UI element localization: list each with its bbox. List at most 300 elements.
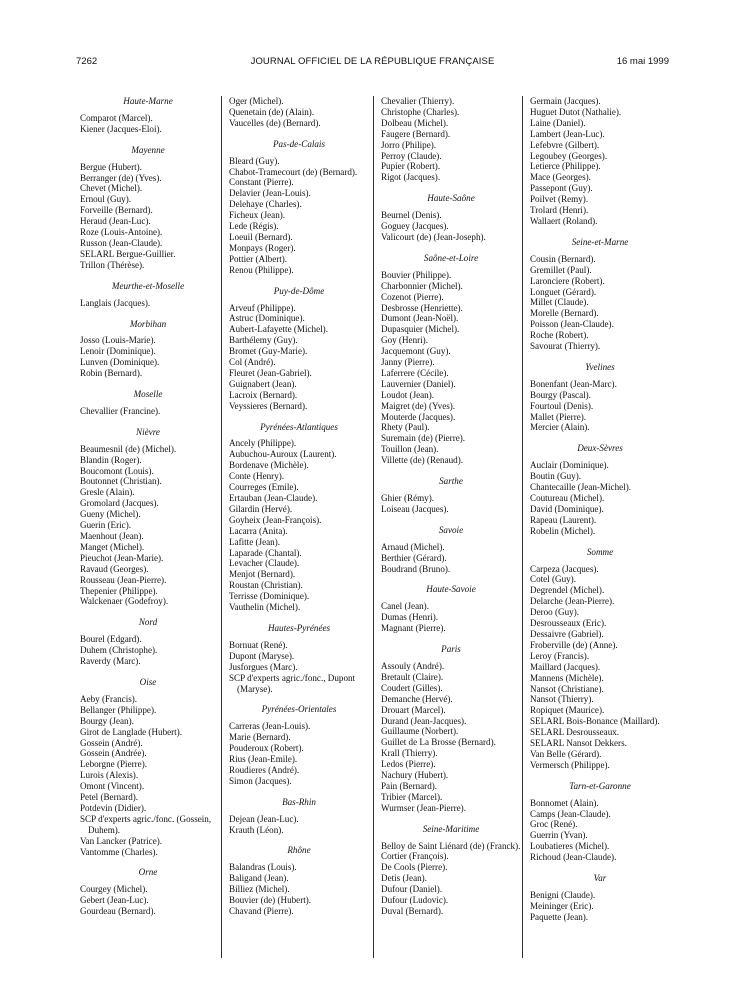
expert-name: Auclair (Dominique). [530, 460, 609, 471]
expert-name: Lambert (Jean-Luc). [530, 128, 605, 139]
expert-name: Rhety (Paul). [381, 422, 430, 433]
page-number: 7262 [76, 56, 98, 67]
department-heading: Nord [138, 617, 158, 628]
department-heading: Yvelines [585, 361, 615, 372]
expert-name: Drouart (Marcel). [381, 704, 446, 715]
expert-name: Detis (Jean). [381, 873, 427, 884]
expert-name: Canel (Jean). [381, 601, 429, 612]
expert-name: Petel (Bernard). [80, 792, 139, 803]
issue-date: 16 mai 1999 [616, 56, 669, 67]
expert-name: Astruc (Dominique). [229, 313, 305, 324]
department-section [80, 427, 216, 608]
department-section [381, 824, 521, 917]
expert-name: Froberville (de) (Anne). [530, 639, 618, 650]
department-section [530, 237, 670, 352]
department-section [530, 781, 670, 863]
expert-name: Trolard (Henri). [530, 205, 589, 216]
department-section [381, 525, 521, 575]
expert-name: Berthier (Gérard). [381, 552, 447, 563]
expert-name: Pupier (Robert). [381, 161, 441, 172]
expert-name: Courreges (Emile). [229, 482, 299, 493]
expert-name: Boutonnet (Christian). [80, 476, 162, 487]
expert-name: Delavier (Jean-Louis). [229, 188, 311, 199]
expert-name: Balandras (Louis). [229, 862, 297, 873]
department-section [229, 139, 369, 276]
expert-name: Pottier (Albert). [229, 253, 288, 264]
expert-name: Lacarra (Anita). [229, 525, 288, 536]
expert-name: Morelle (Bernard). [530, 308, 599, 319]
expert-name: Dumas (Henri). [381, 612, 439, 623]
expert-name: Loiseau (Jacques). [381, 503, 449, 514]
department-heading: Savoie [438, 524, 464, 535]
department-heading: Haute-Marne [123, 96, 173, 106]
department-heading: Tarn-et-Garonne [569, 780, 631, 791]
expert-name: Gossein (Andrée). [80, 748, 147, 759]
expert-name: Mouterde (Jacques). [381, 411, 456, 422]
department-heading: Pas-de-Calais [272, 138, 326, 149]
department-section [530, 873, 670, 923]
department-section [381, 96, 521, 183]
expert-name: Germain (Jacques). [530, 96, 601, 106]
expert-name: Faugere (Bernard). [381, 128, 451, 139]
expert-name: Ancely (Philippe). [229, 438, 297, 449]
expert-name: Paquette (Jean). [530, 911, 589, 922]
expert-name: Mercier (Alain). [530, 422, 590, 433]
expert-name: Loeuil (Bernard). [229, 231, 293, 242]
expert-name: Billiez (Michel). [229, 884, 290, 895]
expert-name: Touillon (Jean). [381, 444, 439, 455]
expert-name: Dupont (Maryse). [229, 650, 295, 661]
expert-name: Tribier (Marcel). [381, 791, 443, 802]
department-section [530, 362, 670, 433]
expert-name: Dufour (Daniel). [381, 884, 443, 895]
expert-name: Laine (Daniel). [530, 117, 586, 128]
department-section [80, 145, 216, 271]
expert-name: Lauvernier (Daniel). [381, 378, 456, 389]
department-section [381, 193, 521, 243]
expert-name: Robelin (Michel). [530, 525, 596, 536]
expert-name: Bromet (Guy-Marie). [229, 346, 308, 357]
expert-name: Berranger (de) (Yves). [80, 172, 162, 183]
expert-name: Cozenot (Pierre). [381, 291, 444, 302]
expert-name: Bouvier (de) (Hubert). [229, 895, 312, 906]
expert-name: Quenetain (de) (Alain). [229, 106, 315, 117]
department-section [530, 96, 670, 227]
expert-name: Fourtoul (Denis). [530, 400, 594, 411]
expert-name: Duval (Bernard). [381, 906, 444, 916]
expert-name: Gueny (Michel). [80, 509, 141, 520]
expert-name: Maigret (de) (Yves). [381, 400, 456, 411]
expert-name: Roze (Louis-Antoine). [80, 227, 163, 238]
expert-name: Roche (Robert). [530, 330, 589, 341]
expert-name: Gourdeau (Bernard). [80, 906, 156, 917]
expert-name: Veyssieres (Bernard). [229, 400, 308, 411]
department-heading: Meurthe-et-Moselle [111, 280, 185, 291]
expert-name: Lede (Régis). [229, 221, 279, 232]
text-column-3 [381, 96, 521, 917]
expert-name: Constant (Pierre). [229, 177, 294, 188]
expert-name: Pieuchot (Jean-Marie). [80, 552, 164, 563]
expert-name: Degrendel (Michel). [530, 585, 605, 596]
expert-name: Col (André). [229, 357, 276, 368]
expert-name: Mallet (Pierre). [530, 411, 587, 422]
expert-name: SELARL Bergue-Guillier. [80, 248, 176, 259]
expert-name: Leborgne (Pierre). [80, 759, 147, 770]
expert-name: Delehaye (Charles). [229, 199, 302, 210]
expert-name: Poisson (Jean-Claude). [530, 319, 614, 330]
page-header [76, 56, 669, 70]
department-section [229, 623, 369, 694]
expert-name: Belloy de Saint Liénard (de) (Franck). [381, 840, 521, 851]
department-heading: Var [593, 873, 607, 884]
department-heading: Pyrénées-Atlantiques [260, 421, 338, 432]
expert-name: Savourat (Thierry). [530, 341, 601, 352]
expert-name: Chabot-Tramecourt (de) (Bernard). [229, 166, 358, 177]
department-heading: Hautes-Pyrénées [267, 622, 331, 633]
expert-name: Bornuat (René). [229, 639, 288, 650]
department-section [530, 547, 670, 771]
expert-name: Bouvier (Philippe). [381, 269, 452, 280]
expert-name: Chevet (Michel). [80, 183, 143, 194]
expert-name: Pouderoux (Robert). [229, 743, 304, 754]
expert-name: Potdevin (Didier). [80, 802, 147, 813]
expert-name: Guerrin (Yvan). [530, 830, 588, 841]
expert-name: Bourgy (Pascal). [530, 389, 591, 400]
department-section [80, 867, 216, 917]
expert-name: Lafitte (Jean). [229, 536, 280, 547]
expert-name: SELARL Desrousseaux. [530, 727, 620, 738]
column-divider [373, 96, 374, 958]
expert-name: Krall (Thierry). [381, 748, 438, 759]
expert-name: Ledos (Pierre). [381, 759, 436, 770]
expert-name: Carpeza (Jacques). [530, 563, 599, 574]
column-divider [522, 96, 523, 958]
department-section [80, 677, 216, 858]
expert-name: Monpays (Roger). [229, 242, 296, 253]
expert-name: Valicourt (de) (Jean-Joseph). [381, 231, 486, 242]
expert-name: Guillet de La Brosse (Bernard). [381, 737, 496, 748]
expert-name: Carreras (Jean-Louis). [229, 721, 311, 732]
expert-name: Rius (Jean-Emile). [229, 754, 298, 765]
expert-name: SCP d'experts agric./fonc. (Gossein, Duhem). [80, 813, 212, 835]
expert-name: Forveille (Bernard). [80, 205, 153, 216]
department-section [80, 319, 216, 380]
expert-name: Duhem (Christophe). [80, 645, 158, 656]
department-section [80, 617, 216, 667]
expert-name: Comparot (Marcel). [80, 112, 153, 123]
expert-name: Lefebvre (Gilbert). [530, 139, 600, 150]
department-section [229, 797, 369, 836]
expert-name: Cortier (François). [381, 851, 449, 862]
expert-name: Boutin (Guy). [530, 471, 582, 482]
expert-name: Ropiquet (Maurice). [530, 705, 605, 716]
expert-name: Groc (René). [530, 819, 578, 830]
expert-name: Lacroix (Bernard). [229, 389, 298, 400]
expert-name: Marie (Bernard). [229, 732, 291, 743]
expert-name: Suremain (de) (Pierre). [381, 433, 466, 444]
department-heading: Morbihan [129, 318, 167, 329]
expert-name: Nansot (Christiane). [530, 683, 604, 694]
expert-name: Wallaert (Roland). [530, 215, 598, 226]
department-heading: Haute-Saône [427, 193, 475, 204]
expert-name: Guignabert (Jean). [229, 378, 297, 389]
expert-name: Lurois (Alexis). [80, 770, 139, 781]
expert-name: Boucomont (Louis). [80, 465, 154, 476]
department-heading: Moselle [133, 389, 163, 400]
expert-name: Ficheux (Jean). [229, 210, 286, 221]
expert-name: Cousin (Bernard). [530, 253, 596, 264]
expert-name: Dejean (Jean-Luc). [229, 813, 299, 824]
expert-name: Russon (Jean-Claude). [80, 237, 163, 248]
expert-name: Chantecaille (Jean-Michel). [530, 482, 631, 493]
department-section [381, 644, 521, 814]
expert-name: Delarche (Jean-Pierre). [530, 596, 615, 607]
expert-name: Gromolard (Jacques). [80, 498, 159, 509]
expert-name: Raverdy (Marc). [80, 656, 141, 667]
text-column-4 [530, 96, 670, 923]
expert-name: Ravaud (Georges). [80, 563, 149, 574]
expert-name: Desbrosse (Henriette). [381, 302, 463, 313]
expert-name: Thepenier (Philippe). [80, 585, 158, 596]
expert-name: Loubatieres (Michel). [530, 841, 610, 852]
expert-name: Bonenfant (Jean-Marc). [530, 378, 617, 389]
expert-name: Coudert (Gilles). [381, 682, 443, 693]
expert-name: De Cools (Pierre). [381, 862, 448, 873]
expert-name: Coutureau (Michel). [530, 493, 605, 503]
expert-name: Robin (Bernard). [80, 368, 143, 379]
department-heading: Pyrénées-Orientales [261, 704, 337, 715]
expert-name: Pain (Bernard). [381, 780, 438, 791]
department-section [80, 96, 216, 135]
expert-name: Dumont (Jean-Noël). [381, 313, 459, 324]
expert-name: Rigot (Jacques). [381, 172, 441, 183]
department-heading: Seine-Maritime [422, 823, 480, 834]
expert-name: Bordenave (Michèle). [229, 460, 309, 471]
expert-name: Gebert (Jean-Luc). [80, 895, 149, 906]
expert-name: Jorro (Philipe). [381, 139, 437, 150]
expert-name: Millet (Claude). [530, 297, 589, 308]
expert-name: Arnaud (Michel). [381, 541, 445, 552]
expert-name: Jusforgues (Marc). [229, 661, 298, 672]
department-section [229, 96, 369, 129]
expert-name: Durand (Jean-Jacques). [381, 715, 467, 726]
expert-name: Rousseau (Jean-Pierre). [80, 574, 167, 585]
department-heading: Sarthe [439, 476, 463, 487]
expert-name: Meininger (Eric). [530, 900, 594, 911]
expert-name: Camps (Jean-Claude). [530, 808, 611, 819]
department-heading: Oise [139, 676, 157, 687]
expert-name: Lenoir (Dominique). [80, 346, 156, 357]
expert-name: Bellanger (Philippe). [80, 704, 157, 715]
expert-name: Gilardin (Hervé). [229, 503, 293, 514]
department-heading: Somme [586, 546, 614, 557]
expert-name: Dufour (Ludovic). [381, 895, 449, 906]
expert-name: Cotel (Guy). [530, 574, 576, 585]
department-heading: Bas-Rhin [282, 796, 316, 807]
expert-name: Oger (Michel). [229, 96, 284, 106]
department-section [80, 389, 216, 417]
expert-name: Gresle (Alain). [80, 487, 135, 498]
expert-name: Bleard (Guy). [229, 155, 280, 166]
expert-name: Bretault (Claire). [381, 671, 444, 682]
expert-name: Huguet Dutot (Nathalie). [530, 106, 622, 117]
department-heading: Saône-et-Loire [423, 252, 479, 263]
department-section [229, 845, 369, 916]
expert-name: Courgey (Michel). [80, 884, 148, 895]
expert-name: Ertauban (Jean-Claude). [229, 493, 318, 503]
expert-name: David (Dominique). [530, 503, 604, 514]
expert-name: Simon (Jacques). [229, 775, 292, 786]
expert-name: Benigni (Claude). [530, 890, 596, 900]
expert-name: Omont (Vincent). [80, 781, 145, 792]
expert-name: Aubuchou-Auroux (Laurent). [229, 449, 337, 460]
expert-name: Lunven (Dominique). [80, 357, 160, 368]
department-section [530, 443, 670, 536]
expert-name: Nansot (Thierry). [530, 694, 594, 705]
department-heading: Orne [138, 867, 158, 878]
expert-name: Bonnomet (Alain). [530, 797, 599, 808]
expert-name: Boudrand (Bruno). [381, 563, 451, 574]
expert-name: Poilvet (Remy). [530, 194, 589, 205]
column-divider [221, 96, 222, 958]
expert-name: Guerin (Eric). [80, 520, 132, 531]
expert-name: Maenhout (Jean). [80, 531, 144, 541]
department-section [229, 286, 369, 412]
expert-name: Aeby (Francis). [80, 693, 138, 704]
expert-name: Beurnel (Denis). [381, 210, 442, 221]
expert-name: Richoud (Jean-Claude). [530, 852, 617, 863]
expert-name: Manget (Michel). [80, 541, 145, 552]
department-heading: Seine-et-Marne [571, 236, 629, 247]
expert-name: Heraud (Jean-Luc). [80, 216, 151, 227]
expert-name: Ernoul (Guy). [80, 194, 132, 205]
expert-name: Laparade (Chantal). [229, 547, 302, 558]
expert-name: Dolbeau (Michel). [381, 117, 449, 128]
text-column-2 [229, 96, 369, 917]
expert-name: Chevalier (Thierry). [381, 96, 455, 106]
expert-name: Goguey (Jacques). [381, 221, 449, 232]
expert-name: Desrousseaux (Eric). [530, 618, 607, 629]
expert-name: Van Belle (Gérard). [530, 748, 602, 759]
expert-name: SELARL Nansot Dekkers. [530, 738, 627, 749]
expert-name: Villette (de) (Renaud). [381, 455, 464, 466]
expert-name: Guillaume (Norbert). [381, 726, 459, 737]
expert-name: Blandin (Roger). [80, 454, 142, 465]
expert-name: Fleuret (Jean-Gabriel). [229, 367, 312, 378]
expert-name: Beaumesnil (de) (Michel). [80, 443, 177, 454]
expert-name: Maillard (Jacques). [530, 661, 601, 672]
expert-name: SCP d'experts agric./fonc., Dupont (Maryse). [229, 672, 356, 694]
department-section [381, 476, 521, 515]
expert-name: Dupasquier (Michel). [381, 324, 460, 335]
expert-name: Ghier (Rémy). [381, 493, 435, 503]
expert-name: Barthélemy (Guy). [229, 335, 298, 346]
expert-name: Vermersch (Philippe). [530, 759, 610, 770]
expert-name: Van Lancker (Patrice). [80, 835, 163, 846]
expert-name: Conte (Henry). [229, 471, 285, 482]
expert-name: Arveuf (Philippe). [229, 302, 296, 313]
department-heading: Mayenne [131, 144, 165, 155]
expert-name: Krauth (Léon). [229, 824, 284, 835]
expert-name: Walckenaer (Godefroy). [80, 596, 169, 607]
expert-name: Josso (Louis-Marie). [80, 335, 156, 346]
expert-name: Laferrere (Cécile). [381, 367, 449, 378]
expert-name: SELARL Bois-Bonance (Maillard). [530, 716, 660, 727]
expert-name: Goyheix (Jean-François). [229, 514, 322, 525]
department-section [381, 253, 521, 466]
expert-name: Vauthelin (Michel). [229, 602, 301, 613]
expert-name: Roudieres (André). [229, 764, 300, 775]
expert-name: Menjot (Bernard). [229, 569, 296, 580]
expert-name: Janny (Pierre). [381, 357, 435, 368]
expert-name: Gossein (André). [80, 737, 143, 748]
expert-name: Wurmser (Jean-Pierre). [381, 802, 466, 813]
expert-name: Aubert-Lafayette (Michel). [229, 324, 328, 335]
expert-name: Leroy (Francis). [530, 650, 590, 661]
expert-name: Vaucelles (de) (Bernard). [229, 117, 321, 128]
department-heading: Deux-Sèvres [577, 443, 623, 454]
expert-name: Kiener (Jacques-Eloi). [80, 123, 162, 134]
expert-name: Dessaivre (Gabriel). [530, 628, 604, 639]
department-section [229, 422, 369, 613]
expert-name: Renou (Philippe). [229, 264, 294, 275]
expert-name: Rapeau (Laurent). [530, 514, 597, 525]
expert-name: Letierce (Philippe). [530, 161, 601, 172]
expert-name: Roustan (Christian). [229, 580, 303, 591]
expert-name: Longuet (Gérard). [530, 286, 597, 297]
expert-name: Mace (Georges). [530, 172, 591, 183]
expert-name: Gremillet (Paul). [530, 264, 592, 275]
expert-name: Perroy (Claude). [381, 150, 442, 161]
department-heading: Nièvre [136, 426, 160, 437]
expert-name: Terrisse (Dominique). [229, 591, 310, 602]
department-section [229, 704, 369, 786]
expert-name: Mannens (Michèle). [530, 672, 604, 683]
expert-name: Bourgy (Jean). [80, 715, 134, 726]
expert-name: Nachury (Hubert). [381, 770, 449, 781]
expert-name: Bergue (Hubert). [80, 161, 142, 172]
expert-name: Loudot (Jean). [381, 389, 435, 400]
expert-name: Laronciere (Robert). [530, 275, 605, 286]
department-heading: Haute-Savoie [426, 584, 476, 595]
expert-name: Chevallier (Francine). [80, 405, 161, 416]
expert-name: Demanche (Hervé). [381, 693, 453, 704]
expert-name: Goy (Henri). [381, 335, 428, 346]
expert-name: Passepont (Guy). [530, 183, 593, 194]
expert-name: Magnant (Pierre). [381, 623, 446, 634]
expert-name: Jacquemont (Guy). [381, 346, 451, 357]
expert-name: Trillon (Thérèse). [80, 259, 145, 270]
journal-title: JOURNAL OFFICIEL DE LA RÉPUBLIQUE FRANÇAISE [250, 56, 495, 67]
expert-name: Baligand (Jean). [229, 873, 289, 884]
expert-name: Christophe (Charles). [381, 106, 460, 117]
expert-name: Charbonnier (Michel). [381, 280, 463, 291]
expert-name: Legoubey (Georges). [530, 150, 608, 161]
department-heading: Rhône [287, 845, 311, 856]
expert-name: Vantomme (Charles). [80, 846, 158, 857]
expert-name: Deroo (Guy). [530, 607, 579, 618]
expert-name: Girot de Langlade (Hubert). [80, 726, 183, 737]
expert-name: Levacher (Claude). [229, 558, 300, 569]
department-section [381, 584, 521, 634]
text-column-1 [80, 96, 216, 917]
expert-name: Chavand (Pierre). [229, 906, 294, 916]
department-heading: Paris [441, 644, 461, 655]
expert-name: Bourel (Edgard). [80, 634, 142, 645]
expert-name: Assouly (André). [381, 660, 445, 671]
department-heading: Puy-de-Dôme [273, 285, 325, 296]
department-section [80, 281, 216, 309]
